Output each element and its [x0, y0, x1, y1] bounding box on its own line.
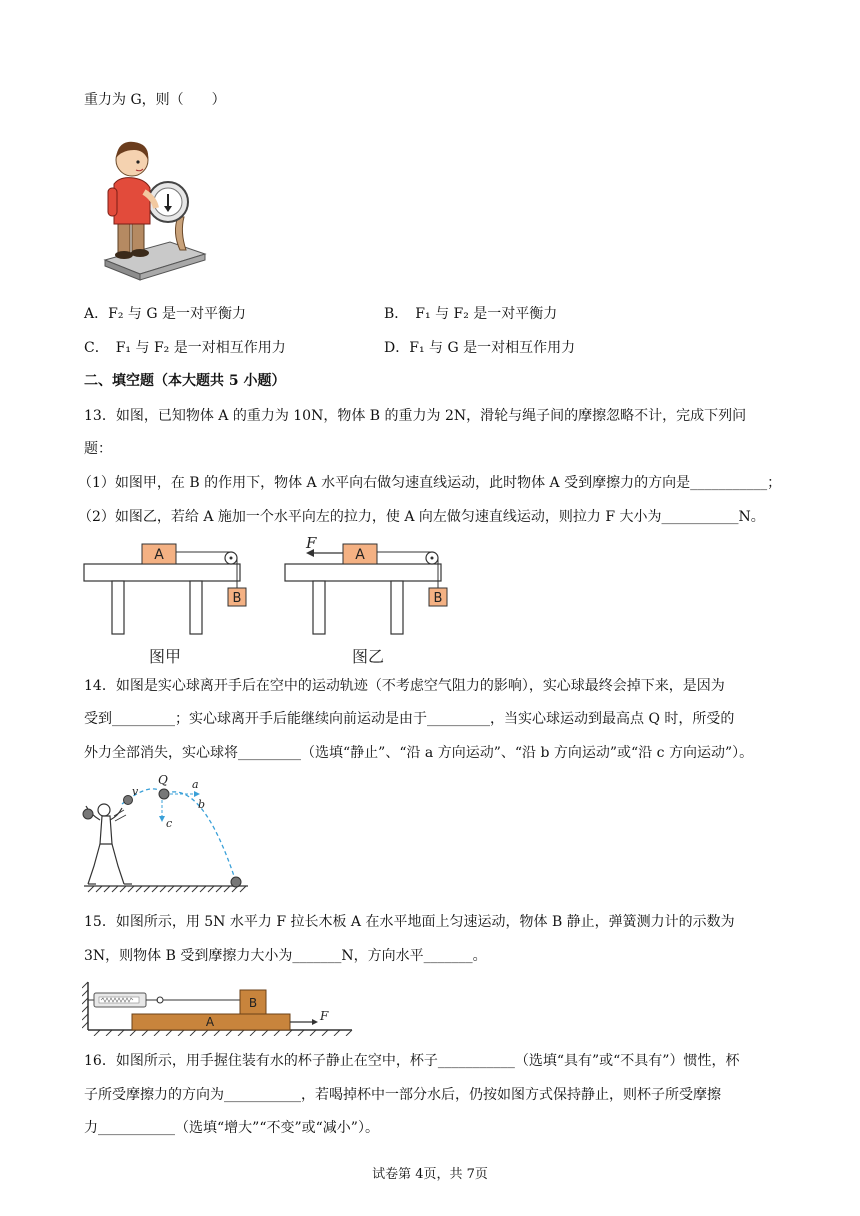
fig-yi-label-b: B — [433, 591, 443, 606]
q16-line3: 力___________（选填“增大”“不变”或“减小”）。 — [84, 1120, 379, 1136]
q15-line1: 15．如图所示，用 5N 水平力 F 拉长木板 A 在水平地面上匀速运动，物体 B 静止，弹簧测力计的示数为 — [84, 914, 735, 930]
q14-line2: 受到_________；实心球离开手后能继续向前运动是由于_________，当实心球运动到最高点 Q 时，所受的 — [84, 711, 735, 727]
q13-stem-line2: 题： — [84, 441, 112, 457]
q15-label-b: B — [248, 996, 258, 1010]
fig-yi-label-a: A — [355, 547, 365, 563]
q12-option-c: C． F₁ 与 F₂ 是一对相互作用力 — [84, 340, 286, 356]
q13-part2: （2）如图乙，若给 A 施加一个水平向左的拉力，使 A 向左做匀速直线运动，则拉力 F 大小为___________N。 — [78, 509, 765, 525]
q15-label-a: A — [205, 1015, 215, 1029]
section-title: 二、填空题（本大题共 5 小题） — [84, 373, 286, 389]
figure-jia — [84, 544, 246, 666]
fig-yi-caption: 图乙 — [351, 647, 385, 666]
q15-label-f: F — [320, 1009, 329, 1023]
q14-line1: 14．如图是实心球离开手后在空中的运动轨迹（不考虑空气阻力的影响），实心球最终会掉下来，是因为 — [84, 678, 725, 694]
fig-jia-caption: 图甲 — [148, 647, 182, 666]
label-v: v — [132, 785, 139, 798]
boy-on-scale-figure — [100, 132, 210, 282]
q16-line1: 16．如图所示，用手握住装有水的杯子静止在空中，杯子___________（选填“具有”或“不具有”）惯性，杯 — [84, 1053, 740, 1069]
q12-option-d: D．F₁ 与 G 是一对相互作用力 — [384, 340, 576, 356]
q16-line2: 子所受摩擦力的方向为___________，若喝掉杯中一部分水后，仍按如图方式保持静止，则杯子所受摩擦 — [84, 1087, 721, 1103]
q13-stem-line1: 13．如图，已知物体 A 的重力为 10N，物体 B 的重力为 2N，滑轮与绳子间的摩擦忽略不计，完成下列问 — [84, 408, 747, 424]
label-c: c — [166, 817, 173, 830]
fig-jia-label-a: A — [154, 547, 164, 563]
q15-spring-scale-figure — [82, 978, 354, 1036]
q14-line3: 外力全部消失，实心球将_________（选填“静止”、“沿 a 方向运动”、“沿 b 方向运动”或“沿 c 方向运动”）。 — [84, 745, 754, 761]
label-b: b — [198, 798, 206, 811]
figure-yi — [285, 536, 447, 666]
label-a: a — [192, 778, 199, 791]
q12-option-a: A．F₂ 与 G 是一对平衡力 — [84, 306, 246, 322]
q12-option-b: B． F₁ 与 F₂ 是一对平衡力 — [384, 306, 558, 322]
q13-figures — [80, 536, 460, 672]
fig-yi-label-f: F — [306, 536, 317, 552]
q13-part1: （1）如图甲，在 B 的作用下，物体 A 水平向右做匀速直线运动，此时物体 A 受到摩擦力的方向是___________； — [78, 475, 782, 491]
label-q: Q — [158, 773, 168, 787]
fig-jia-label-b: B — [232, 591, 242, 606]
q15-line2: 3N，则物体 B 受到摩擦力大小为_______N，方向水平_______。 — [84, 948, 487, 964]
q14-projectile-figure — [82, 770, 252, 896]
page-footer: 试卷第 4页，共 7页 — [372, 1167, 488, 1182]
q12-stem-tail: 重力为 G，则（ ） — [84, 92, 226, 108]
